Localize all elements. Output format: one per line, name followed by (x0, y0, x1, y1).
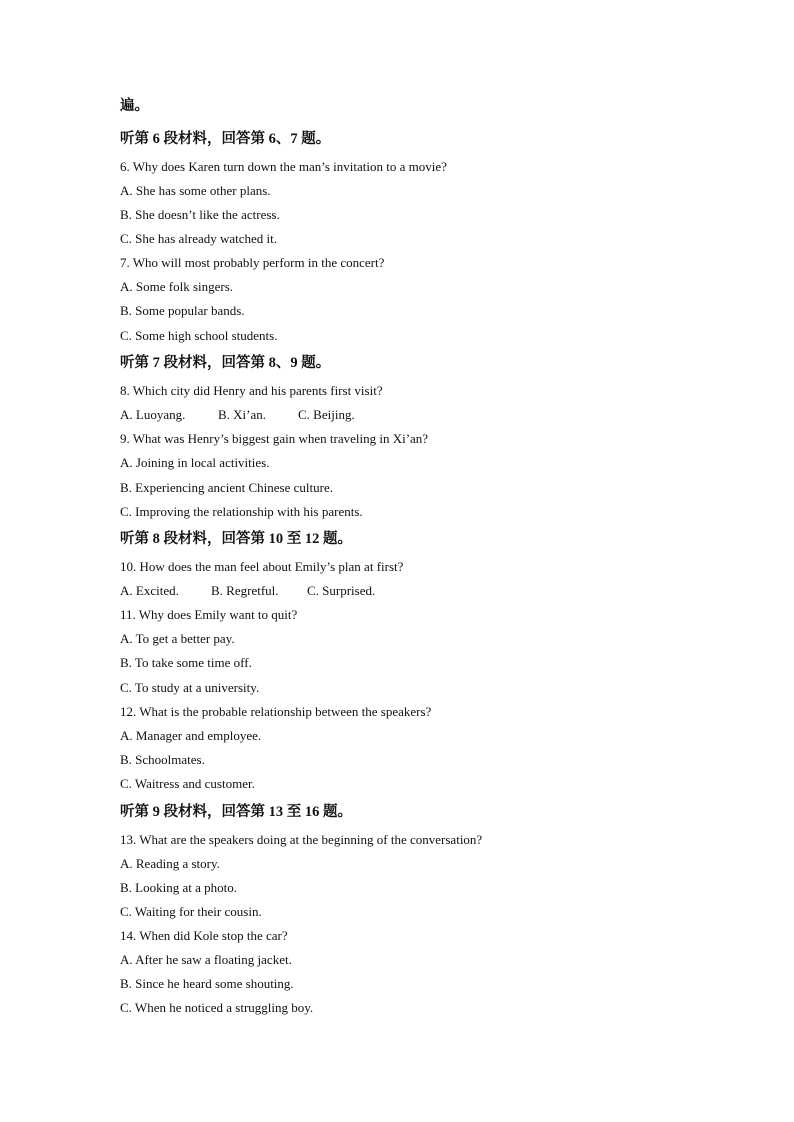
section-heading-8: 听第 8 段材料，回答第 10 至 12 题。 (120, 531, 352, 547)
question-9-option-c: C. Improving the relationship with his parents. (120, 504, 363, 519)
question-13-option-b: B. Looking at a photo. (120, 880, 237, 895)
question-6-option-a: A. She has some other plans. (120, 183, 271, 198)
question-8-option-a: A. Luoyang. (120, 407, 186, 422)
question-14-option-c: C. When he noticed a struggling boy. (120, 1000, 314, 1015)
question-10-option-c: C. Surprised. (307, 583, 376, 598)
question-11-option-b: B. To take some time off. (120, 655, 252, 670)
question-11-option-c: C. To study at a university. (120, 680, 260, 695)
question-6-option-b: B. She doesn’t like the actress. (120, 207, 280, 222)
question-11-option-a: A. To get a better pay. (120, 631, 235, 646)
question-10: 10. How does the man feel about Emily’s plan at first? (120, 559, 404, 574)
question-13-option-c: C. Waiting for their cousin. (120, 904, 262, 919)
question-14: 14. When did Kole stop the car? (120, 928, 288, 943)
section-heading-6: 听第 6 段材料，回答第 6、7 题。 (120, 131, 331, 147)
question-7-option-a: A. Some folk singers. (120, 279, 234, 294)
question-8-option-c: C. Beijing. (298, 407, 355, 422)
question-9: 9. What was Henry’s biggest gain when traveling in Xi’an? (120, 431, 429, 446)
question-7: 7. Who will most probably perform in the concert? (120, 255, 385, 270)
question-14-option-a: A. After he saw a floating jacket. (120, 952, 292, 967)
section-heading-7: 听第 7 段材料，回答第 8、9 题。 (120, 355, 331, 371)
section-heading-9: 听第 9 段材料，回答第 13 至 16 题。 (120, 804, 352, 820)
question-10-options (120, 583, 375, 599)
question-12: 12. What is the probable relationship between the speakers? (120, 704, 432, 719)
question-7-option-c: C. Some high school students. (120, 328, 278, 343)
question-12-option-b: B. Schoolmates. (120, 752, 205, 767)
question-9-option-a: A. Joining in local activities. (120, 455, 270, 470)
question-12-option-c: C. Waitress and customer. (120, 776, 255, 791)
question-13-option-a: A. Reading a story. (120, 856, 220, 871)
question-7-option-b: B. Some popular bands. (120, 303, 245, 318)
question-11: 11. Why does Emily want to quit? (120, 607, 298, 622)
question-6: 6. Why does Karen turn down the man’s invitation to a movie? (120, 159, 447, 174)
question-14-option-b: B. Since he heard some shouting. (120, 976, 294, 991)
question-10-option-a: A. Excited. (120, 583, 179, 598)
question-12-option-a: A. Manager and employee. (120, 728, 262, 743)
question-8-option-b: B. Xi’an. (218, 407, 267, 422)
question-13: 13. What are the speakers doing at the beginning of the conversation? (120, 832, 483, 847)
continued-text: 遍。 (120, 98, 149, 114)
question-6-option-c: C. She has already watched it. (120, 231, 278, 246)
question-8-options (120, 407, 355, 423)
question-10-option-b: B. Regretful. (211, 583, 279, 598)
question-8: 8. Which city did Henry and his parents first visit? (120, 383, 383, 398)
question-9-option-b: B. Experiencing ancient Chinese culture. (120, 480, 333, 495)
